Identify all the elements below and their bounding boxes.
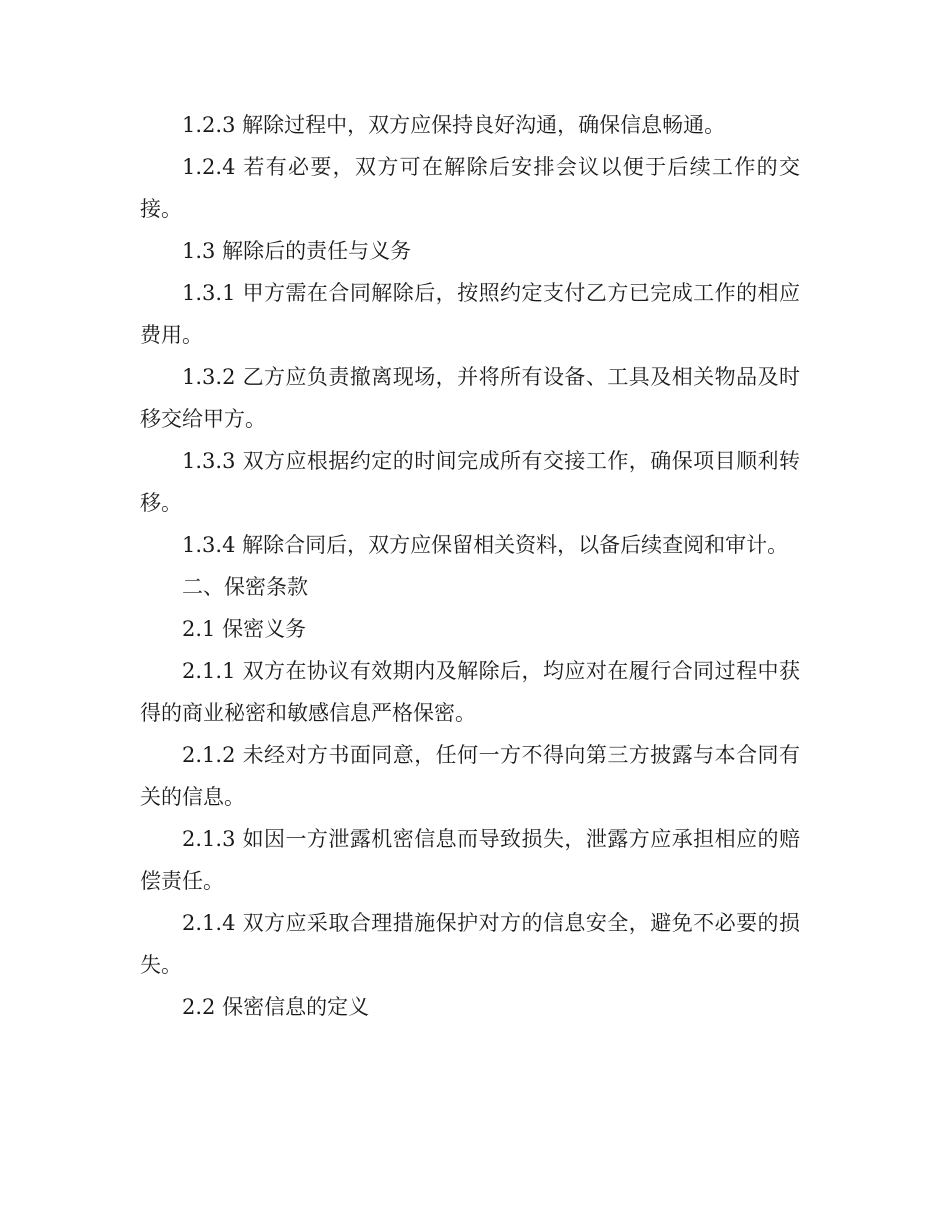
paragraph-1-3-2: 1.3.2 乙方应负责撤离现场，并将所有设备、工具及相关物品及时移交给甲方。 — [140, 365, 800, 431]
document-body — [140, 104, 800, 1028]
paragraph-2-1-3: 2.1.3 如因一方泄露机密信息而导致损失，泄露方应承担相应的赔偿责任。 — [140, 827, 800, 893]
paragraph-1-2-4: 1.2.4 若有必要，双方可在解除后安排会议以便于后续工作的交接。 — [140, 155, 800, 221]
paragraph-1-3-3: 1.3.3 双方应根据约定的时间完成所有交接工作，确保项目顺利转移。 — [140, 449, 800, 515]
paragraph-1-3-1: 1.3.1 甲方需在合同解除后，按照约定支付乙方已完成工作的相应费用。 — [140, 281, 800, 347]
heading-2-2: 2.2 保密信息的定义 — [182, 995, 370, 1019]
paragraph-1-3-4: 1.3.4 解除合同后，双方应保留相关资料，以备后续查阅和审计。 — [182, 533, 789, 557]
paragraph-2-1-1: 2.1.1 双方在协议有效期内及解除后，均应对在履行合同过程中获得的商业秘密和敏感信息严格保密。 — [140, 659, 800, 725]
paragraph-2-1-2: 2.1.2 未经对方书面同意，任何一方不得向第三方披露与本合同有关的信息。 — [140, 743, 800, 809]
heading-2-1: 2.1 保密义务 — [182, 617, 307, 641]
paragraph-1-2-3: 1.2.3 解除过程中，双方应保持良好沟通，确保信息畅通。 — [182, 113, 726, 137]
heading-1-3: 1.3 解除后的责任与义务 — [182, 239, 412, 263]
paragraph-2-1-4: 2.1.4 双方应采取合理措施保护对方的信息安全，避免不必要的损失。 — [140, 911, 800, 977]
section-heading-2: 二、保密条款 — [182, 575, 308, 599]
